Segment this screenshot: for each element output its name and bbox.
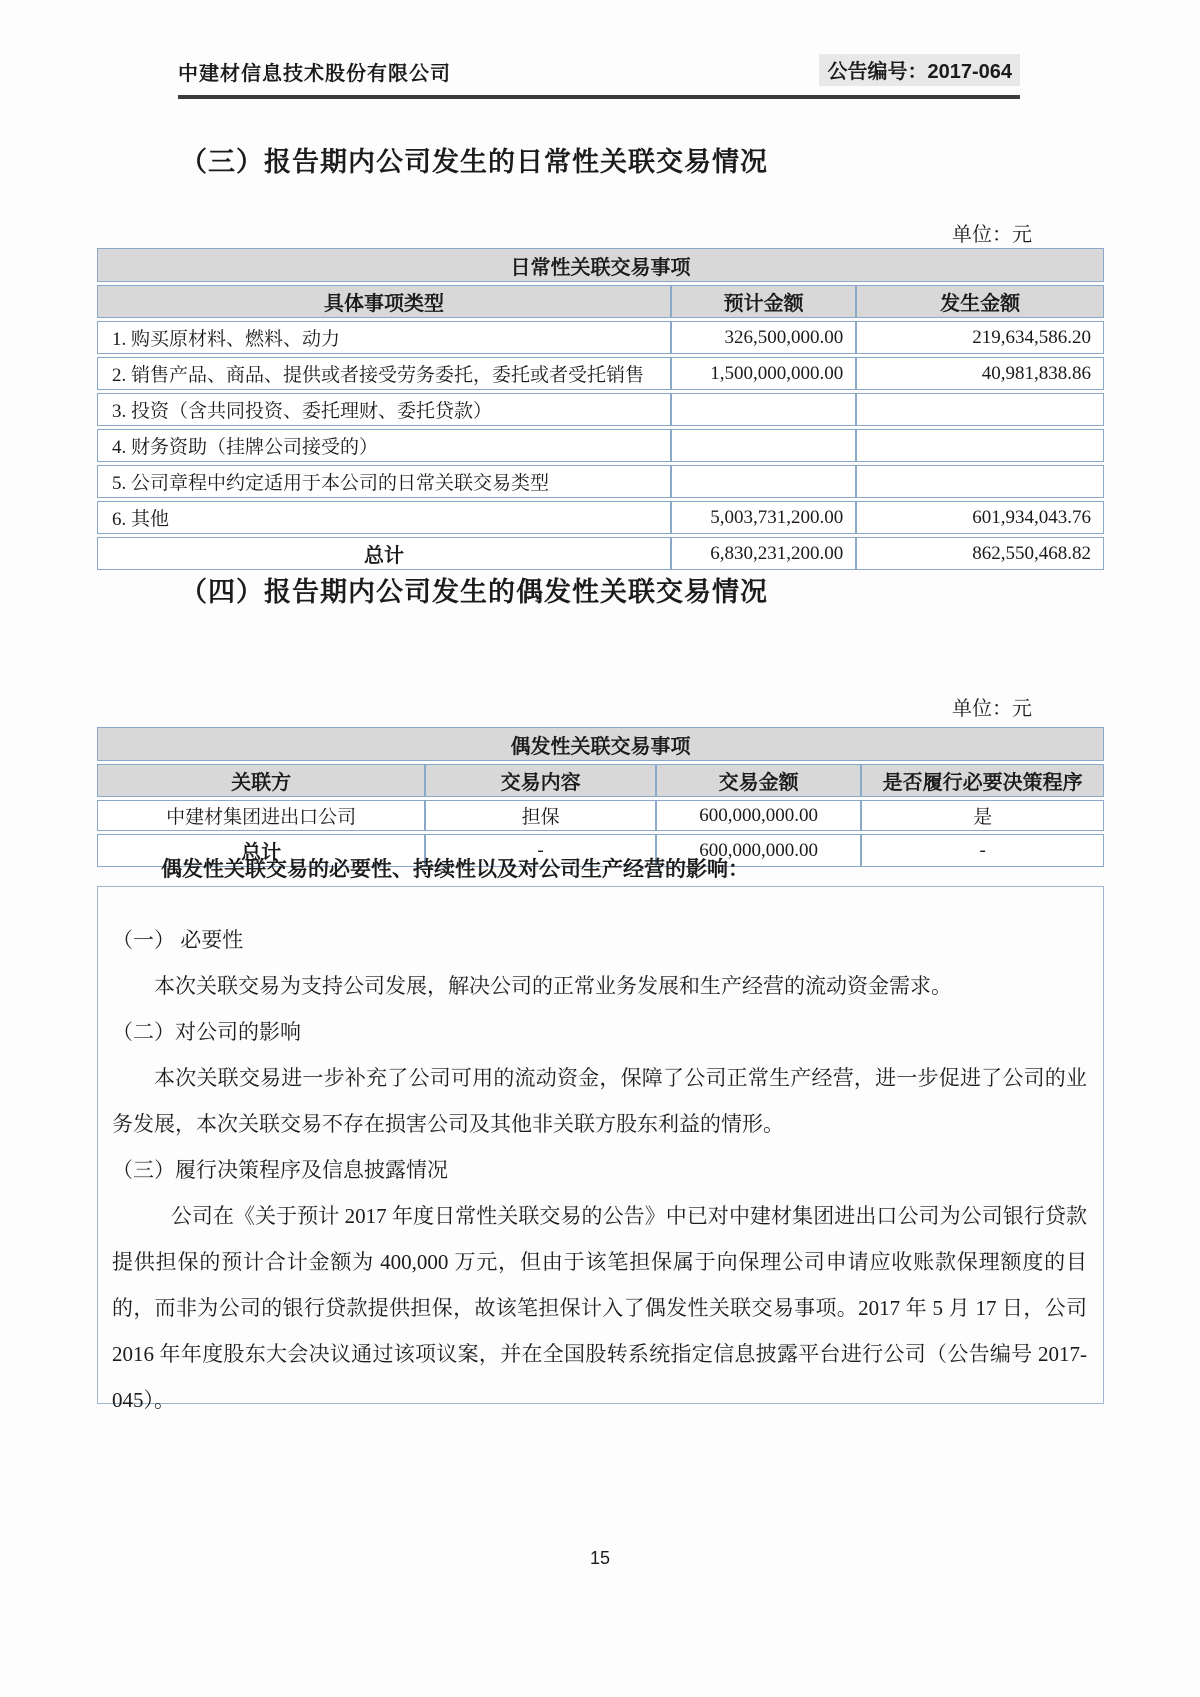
box-paragraph-2: 本次关联交易进一步补充了公司可用的流动资金，保障了公司正常生产经营，进一步促进了公司的业务发展，本次关联交易不存在损害公司及其他非关联方股东利益的情形。 xyxy=(112,1066,1087,1136)
estimated-cell: 5,003,731,200.00 xyxy=(671,501,856,534)
announcement-number-value: 2017-064 xyxy=(927,61,1012,83)
box-paragraph-3: 公司在《关于预计 2017 年度日常性关联交易的公告》中已对中建材集团进出口公司为公司银行贷款提供担保的预计合计金额为 400,000 万元，但由于该笔担保属于向保理公司申请应收账款保理额度的目的，而非为公司的银行贷款提供担保，故该笔担保计入了偶发性关联交易事项。2017 年 5 月 17 日，公司 2016 年年度股东大会决议通过该项议案，并在全国股转系统指定信息披露平台进行公司（公告编号 2017-045）。 xyxy=(112,1204,1087,1412)
table-row xyxy=(97,321,1104,354)
table-caption: 偶发性关联交易事项 xyxy=(97,727,1104,761)
col-header-item: 具体事项类型 xyxy=(97,285,671,318)
table-row xyxy=(97,357,1104,390)
section3-title: （三）报告期内公司发生的日常性关联交易情况 xyxy=(180,147,768,177)
announcement-number xyxy=(819,54,1020,86)
impact-heading: 偶发性关联交易的必要性、持续性以及对公司生产经营的影响： xyxy=(161,858,749,881)
item-cell: 2. 销售产品、商品、提供或者接受劳务委托，委托或者受托销售 xyxy=(97,357,671,390)
box-paragraph-1: 本次关联交易为支持公司发展，解决公司的正常业务发展和生产经营的流动资金需求。 xyxy=(154,974,952,998)
item-cell: 3. 投资（含共同投资、委托理财、委托贷款） xyxy=(97,393,671,426)
estimated-cell xyxy=(671,393,856,426)
impact-description-box xyxy=(97,886,1104,1412)
actual-cell: 601,934,043.76 xyxy=(856,501,1104,534)
table-row xyxy=(97,800,1104,831)
actual-cell: 40,981,838.86 xyxy=(856,357,1104,390)
col-header-amount: 交易金额 xyxy=(656,764,861,797)
table-caption-row xyxy=(97,727,1104,761)
company-name: 中建材信息技术股份有限公司 xyxy=(178,63,451,85)
col-header-procedure: 是否履行必要决策程序 xyxy=(861,764,1104,797)
actual-cell: 219,634,586.20 xyxy=(856,321,1104,354)
item-cell: 5. 公司章程中约定适用于本公司的日常关联交易类型 xyxy=(97,465,671,498)
page-header xyxy=(178,54,1020,99)
page-number: 15 xyxy=(589,1548,611,1568)
box-subheading-3: （三）履行决策程序及信息披露情况 xyxy=(112,1158,448,1182)
col-header-actual: 发生金额 xyxy=(856,285,1104,318)
col-header-estimated: 预计金额 xyxy=(671,285,856,318)
procedure-cell: 是 xyxy=(861,800,1104,831)
actual-cell xyxy=(856,465,1104,498)
col-header-content: 交易内容 xyxy=(425,764,656,797)
item-cell: 1. 购买原材料、燃料、动力 xyxy=(97,321,671,354)
total-estimated-cell: 6,830,231,200.00 xyxy=(671,537,856,570)
daily-transactions-table xyxy=(97,245,1104,573)
table-row xyxy=(97,429,1104,462)
estimated-cell xyxy=(671,465,856,498)
total-procedure-cell: - xyxy=(861,834,1104,867)
estimated-cell: 1,500,000,000.00 xyxy=(671,357,856,390)
table-row xyxy=(97,393,1104,426)
table-caption: 日常性关联交易事项 xyxy=(97,248,1104,282)
table-row xyxy=(97,465,1104,498)
actual-cell xyxy=(856,393,1104,426)
total-label-cell: 总计 xyxy=(97,834,425,867)
party-cell: 中建材集团进出口公司 xyxy=(97,800,425,831)
table-total-row xyxy=(97,537,1104,570)
unit-label-2: 单位：元 xyxy=(952,698,1032,720)
content-cell: 担保 xyxy=(425,800,656,831)
estimated-cell xyxy=(671,429,856,462)
announcement-number-label: 公告编号： xyxy=(827,61,928,83)
total-content-cell: - xyxy=(425,834,656,867)
actual-cell xyxy=(856,429,1104,462)
box-subheading-2: （二）对公司的影响 xyxy=(112,1020,301,1044)
total-actual-cell: 862,550,468.82 xyxy=(856,537,1104,570)
amount-cell: 600,000,000.00 xyxy=(656,800,861,831)
item-cell: 6. 其他 xyxy=(97,501,671,534)
item-cell: 4. 财务资助（挂牌公司接受的） xyxy=(97,429,671,462)
table-caption-row xyxy=(97,248,1104,282)
total-label-cell: 总计 xyxy=(97,537,671,570)
table-header-row xyxy=(97,764,1104,797)
box-subheading-1: （一） 必要性 xyxy=(112,928,244,952)
estimated-cell: 326,500,000.00 xyxy=(671,321,856,354)
unit-label-1: 单位：元 xyxy=(952,224,1032,246)
incidental-transactions-table xyxy=(97,724,1104,870)
col-header-party: 关联方 xyxy=(97,764,425,797)
table-row xyxy=(97,501,1104,534)
section4-title: （四）报告期内公司发生的偶发性关联交易情况 xyxy=(180,577,768,607)
table-header-row xyxy=(97,285,1104,318)
total-amount-cell: 600,000,000.00 xyxy=(656,834,861,867)
